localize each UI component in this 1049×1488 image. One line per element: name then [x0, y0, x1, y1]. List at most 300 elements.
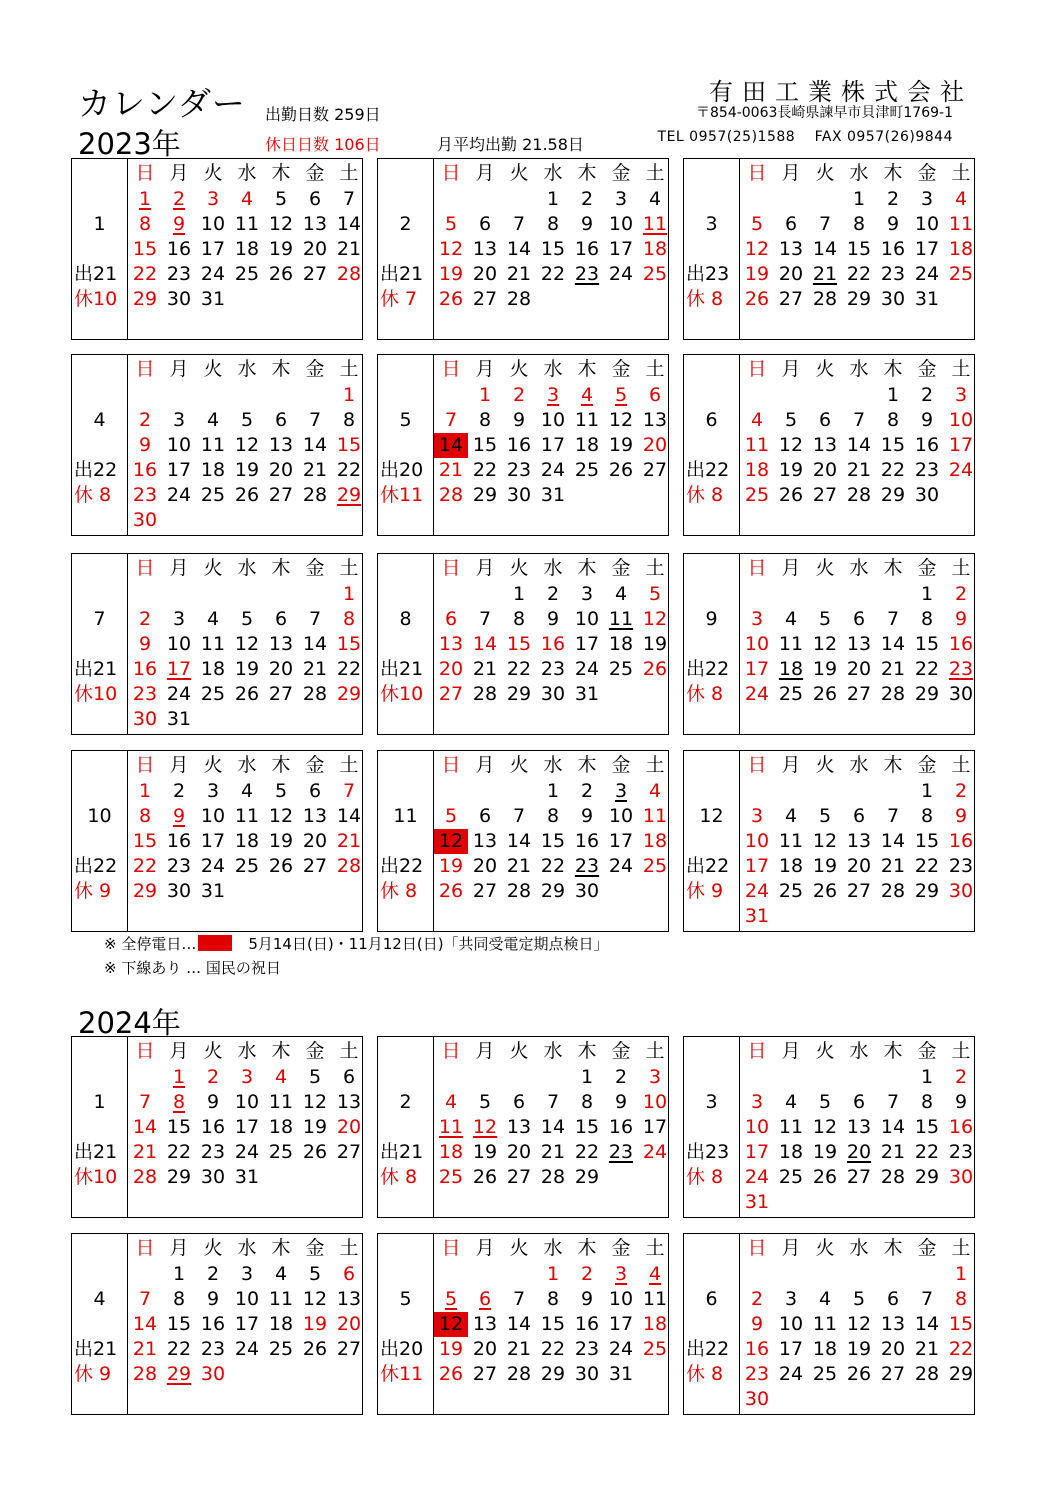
month-number: 3 [705, 1091, 718, 1113]
weekday-header: 木 [271, 162, 291, 184]
weekday-header: 金 [611, 557, 631, 579]
day-cell: 11 [642, 805, 668, 827]
weekday-header: 月 [169, 358, 189, 380]
weekday-header: 火 [509, 162, 529, 184]
day-cell: 7 [478, 608, 492, 630]
day-cell: 29 [914, 880, 940, 902]
day-cell: 1 [342, 384, 356, 406]
day-cell: 21 [132, 1338, 158, 1360]
day-cell: 30 [948, 880, 974, 902]
month-number: 3 [705, 213, 718, 235]
weekday-header: 木 [271, 557, 291, 579]
day-cell: 11 [642, 213, 668, 235]
day-cell: 31 [744, 905, 770, 927]
month-2023-6 [683, 354, 975, 536]
weekday-header: 火 [815, 1237, 835, 1259]
day-cell: 27 [302, 855, 328, 877]
weekday-header: 月 [475, 1040, 495, 1062]
month-2024-5 [377, 1233, 669, 1415]
day-cell: 25 [642, 855, 668, 877]
day-cell: 1 [852, 188, 866, 210]
month-2024-1 [71, 1036, 363, 1218]
day-cell: 3 [172, 608, 186, 630]
day-cell: 15 [914, 830, 940, 852]
weekday-header: 水 [237, 162, 257, 184]
weekday-header: 土 [645, 557, 665, 579]
day-cell: 12 [302, 1288, 328, 1310]
day-cell: 28 [880, 1166, 906, 1188]
weekday-header: 土 [339, 1237, 359, 1259]
day-cell: 21 [812, 263, 838, 285]
day-cell: 25 [608, 658, 634, 680]
day-cell: 23 [948, 658, 974, 680]
day-cell: 26 [472, 1166, 498, 1188]
day-cell: 17 [234, 1313, 260, 1335]
day-cell: 7 [308, 409, 322, 431]
day-cell: 22 [166, 1338, 192, 1360]
month-side-panel [684, 1037, 740, 1217]
weekday-header: 月 [781, 1040, 801, 1062]
day-cell: 10 [166, 434, 192, 456]
day-cell: 10 [200, 805, 226, 827]
day-cell: 26 [642, 658, 668, 680]
day-cell: 1 [172, 1066, 186, 1088]
day-cell: 15 [166, 1116, 192, 1138]
day-cell: 22 [336, 658, 362, 680]
day-cell: 19 [302, 1313, 328, 1335]
day-cell: 23 [914, 459, 940, 481]
day-cell: 18 [642, 238, 668, 260]
day-cell: 8 [172, 1288, 186, 1310]
day-cell: 4 [206, 409, 220, 431]
month-2023-8 [377, 553, 669, 735]
month-number: 6 [705, 409, 718, 431]
day-cell: 31 [166, 708, 192, 730]
day-cell: 25 [642, 1338, 668, 1360]
day-cell: 17 [540, 434, 566, 456]
day-cell: 19 [608, 434, 634, 456]
day-cell: 20 [268, 658, 294, 680]
month-2023-3 [683, 158, 975, 340]
day-cell: 5 [750, 213, 764, 235]
month-number: 7 [93, 608, 106, 630]
day-cell: 25 [268, 1141, 294, 1163]
work-days-summary: 出勤日数 259日 [265, 105, 381, 124]
day-cell: 11 [948, 213, 974, 235]
day-cell: 18 [948, 238, 974, 260]
work-day-count: 出21 [74, 658, 118, 680]
day-cell: 7 [138, 1288, 152, 1310]
weekday-header: 火 [203, 754, 223, 776]
day-cell: 30 [200, 1363, 226, 1385]
day-cell: 13 [472, 1313, 498, 1335]
day-cell: 7 [852, 409, 866, 431]
day-cell: 27 [336, 1141, 362, 1163]
day-cell: 20 [846, 658, 872, 680]
weekday-header: 日 [441, 162, 461, 184]
day-cell: 30 [166, 880, 192, 902]
day-cell: 19 [812, 1141, 838, 1163]
day-cell: 9 [172, 805, 186, 827]
day-cell: 17 [778, 1338, 804, 1360]
day-cell: 5 [444, 213, 458, 235]
day-cell: 7 [512, 805, 526, 827]
day-cell: 26 [812, 880, 838, 902]
day-cell: 16 [948, 830, 974, 852]
day-cell: 12 [744, 238, 770, 260]
day-cell: 26 [302, 1141, 328, 1163]
month-number: 12 [699, 805, 724, 827]
month-number: 5 [399, 409, 412, 431]
day-cell: 5 [818, 608, 832, 630]
day-cell: 23 [880, 263, 906, 285]
day-cell: 15 [914, 1116, 940, 1138]
day-cell: 14 [846, 434, 872, 456]
month-2023-4 [71, 354, 363, 536]
weekday-header: 水 [543, 162, 563, 184]
day-cell: 25 [778, 683, 804, 705]
day-cell: 28 [506, 288, 532, 310]
day-cell: 2 [172, 188, 186, 210]
day-cell: 20 [472, 855, 498, 877]
day-cell: 13 [472, 830, 498, 852]
day-cell: 10 [200, 213, 226, 235]
weekday-header: 金 [305, 1237, 325, 1259]
month-number: 4 [93, 409, 106, 431]
page-title: カレンダー [78, 84, 246, 123]
day-cell: 10 [234, 1288, 260, 1310]
day-cell: 17 [608, 830, 634, 852]
day-cell: 27 [268, 683, 294, 705]
day-cell: 6 [308, 780, 322, 802]
day-cell: 1 [138, 188, 152, 210]
day-cell: 20 [302, 830, 328, 852]
day-cell: 21 [506, 263, 532, 285]
day-cell: 22 [132, 855, 158, 877]
month-2023-2 [377, 158, 669, 340]
month-2023-7 [71, 553, 363, 735]
day-cell: 10 [948, 409, 974, 431]
day-cell: 19 [744, 263, 770, 285]
day-cell: 5 [274, 188, 288, 210]
day-cell: 20 [880, 1338, 906, 1360]
weekday-header: 水 [849, 754, 869, 776]
day-cell: 28 [438, 484, 464, 506]
holiday-count: 休10 [74, 683, 118, 705]
day-cell: 31 [608, 1363, 634, 1385]
day-cell: 30 [574, 880, 600, 902]
weekday-header: 金 [611, 754, 631, 776]
day-cell: 20 [336, 1116, 362, 1138]
day-cell: 6 [818, 409, 832, 431]
weekday-header: 木 [883, 754, 903, 776]
day-cell: 28 [302, 683, 328, 705]
day-cell: 13 [336, 1288, 362, 1310]
month-number: 6 [705, 1288, 718, 1310]
weekday-header: 日 [441, 1237, 461, 1259]
day-cell: 29 [846, 288, 872, 310]
day-cell: 29 [336, 484, 362, 506]
day-cell: 2 [954, 583, 968, 605]
day-cell: 10 [744, 830, 770, 852]
day-cell: 10 [540, 409, 566, 431]
day-cell: 24 [744, 1166, 770, 1188]
day-cell: 5 [240, 608, 254, 630]
work-day-count: 出21 [74, 263, 118, 285]
day-cell: 4 [274, 1263, 288, 1285]
day-cell: 24 [200, 263, 226, 285]
weekday-header: 火 [815, 1040, 835, 1062]
day-cell: 11 [778, 1116, 804, 1138]
month-side-panel [72, 355, 128, 535]
day-cell: 7 [138, 1091, 152, 1113]
day-cell: 8 [342, 608, 356, 630]
weekday-header: 金 [917, 1040, 937, 1062]
weekday-header: 金 [305, 162, 325, 184]
day-cell: 23 [540, 658, 566, 680]
day-cell: 28 [812, 288, 838, 310]
day-cell: 5 [478, 1091, 492, 1113]
day-cell: 11 [438, 1116, 464, 1138]
month-number: 1 [93, 1091, 106, 1113]
day-cell: 17 [200, 830, 226, 852]
day-cell: 16 [166, 830, 192, 852]
day-cell: 13 [642, 409, 668, 431]
weekday-header: 火 [203, 1237, 223, 1259]
day-cell: 7 [342, 188, 356, 210]
day-cell: 13 [438, 633, 464, 655]
weekday-header: 月 [781, 1237, 801, 1259]
weekday-header: 火 [509, 1040, 529, 1062]
day-cell: 8 [920, 805, 934, 827]
day-cell: 20 [268, 459, 294, 481]
holiday-count: 休 9 [686, 880, 724, 902]
day-cell: 9 [580, 213, 594, 235]
day-cell: 28 [506, 880, 532, 902]
day-cell: 30 [506, 484, 532, 506]
weekday-header: 金 [611, 358, 631, 380]
work-day-count: 出22 [74, 855, 118, 877]
day-cell: 22 [540, 1338, 566, 1360]
year-heading-2024: 2024年 [78, 1006, 181, 1040]
day-cell: 21 [132, 1141, 158, 1163]
day-cell: 13 [336, 1091, 362, 1113]
day-cell: 5 [308, 1066, 322, 1088]
day-cell: 31 [744, 1191, 770, 1213]
weekday-header: 水 [237, 1040, 257, 1062]
day-cell: 26 [608, 459, 634, 481]
holiday-count: 休 8 [686, 683, 724, 705]
day-cell: 20 [438, 658, 464, 680]
day-cell: 30 [880, 288, 906, 310]
day-cell: 12 [608, 409, 634, 431]
day-cell: 22 [914, 855, 940, 877]
day-cell: 24 [914, 263, 940, 285]
day-cell: 14 [336, 213, 362, 235]
day-cell: 18 [268, 1116, 294, 1138]
day-cell: 2 [138, 608, 152, 630]
day-cell: 14 [506, 830, 532, 852]
day-cell: 25 [200, 683, 226, 705]
day-cell: 14 [302, 633, 328, 655]
day-cell: 5 [648, 583, 662, 605]
day-cell: 29 [914, 683, 940, 705]
weekday-header: 日 [135, 358, 155, 380]
month-number: 9 [705, 608, 718, 630]
day-cell: 30 [914, 484, 940, 506]
day-cell: 12 [268, 213, 294, 235]
weekday-header: 金 [917, 1237, 937, 1259]
day-cell: 30 [540, 683, 566, 705]
weekday-header: 日 [135, 162, 155, 184]
day-cell: 10 [744, 633, 770, 655]
day-cell: 29 [166, 1166, 192, 1188]
day-cell: 14 [132, 1313, 158, 1335]
weekday-header: 木 [577, 162, 597, 184]
day-cell: 27 [642, 459, 668, 481]
day-cell: 16 [914, 434, 940, 456]
holiday-count: 休10 [74, 1166, 118, 1188]
weekday-header: 金 [917, 162, 937, 184]
day-cell: 5 [444, 1288, 458, 1310]
day-cell: 14 [506, 238, 532, 260]
day-cell: 9 [954, 805, 968, 827]
day-cell: 26 [234, 683, 260, 705]
day-cell: 7 [886, 805, 900, 827]
day-cell: 2 [546, 583, 560, 605]
day-cell: 25 [574, 459, 600, 481]
day-cell: 10 [914, 213, 940, 235]
day-cell: 5 [240, 409, 254, 431]
weekday-header: 木 [577, 1237, 597, 1259]
day-cell: 4 [954, 188, 968, 210]
day-cell: 13 [846, 1116, 872, 1138]
day-cell: 2 [954, 780, 968, 802]
month-2023-11 [377, 750, 669, 932]
day-cell: 9 [546, 608, 560, 630]
monthly-average-summary: 月平均出勤 21.58日 [437, 135, 584, 154]
day-cell: 19 [268, 238, 294, 260]
month-side-panel [72, 554, 128, 734]
day-cell: 20 [642, 434, 668, 456]
day-cell: 4 [648, 188, 662, 210]
day-cell: 11 [200, 434, 226, 456]
day-cell: 8 [172, 1091, 186, 1113]
day-cell: 14 [880, 830, 906, 852]
weekday-header: 火 [815, 162, 835, 184]
day-cell: 1 [920, 583, 934, 605]
day-cell: 17 [914, 238, 940, 260]
day-cell: 3 [648, 1066, 662, 1088]
weekday-header: 月 [169, 162, 189, 184]
day-cell: 3 [206, 780, 220, 802]
day-cell: 31 [540, 484, 566, 506]
day-cell: 27 [268, 484, 294, 506]
weekday-header: 日 [441, 754, 461, 776]
day-cell: 5 [444, 805, 458, 827]
day-cell: 18 [642, 1313, 668, 1335]
day-cell: 28 [540, 1166, 566, 1188]
day-cell: 23 [200, 1141, 226, 1163]
day-cell: 3 [750, 805, 764, 827]
day-cell: 20 [302, 238, 328, 260]
weekday-header: 木 [271, 1237, 291, 1259]
day-cell: 9 [138, 633, 152, 655]
day-cell: 16 [540, 633, 566, 655]
company-phone-fax: TEL 0957(25)1588 FAX 0957(26)9844 [657, 129, 953, 145]
day-cell: 25 [778, 1166, 804, 1188]
day-cell: 21 [302, 459, 328, 481]
day-cell: 6 [342, 1263, 356, 1285]
day-cell: 16 [132, 459, 158, 481]
weekday-header: 水 [849, 162, 869, 184]
day-cell: 19 [234, 459, 260, 481]
day-cell: 27 [438, 683, 464, 705]
day-cell: 24 [608, 263, 634, 285]
day-cell: 28 [336, 263, 362, 285]
day-cell: 24 [200, 855, 226, 877]
holiday-count: 休 8 [686, 288, 724, 310]
day-cell: 1 [546, 1263, 560, 1285]
work-day-count: 出23 [686, 1141, 730, 1163]
weekday-header: 土 [339, 557, 359, 579]
weekday-header: 水 [237, 1237, 257, 1259]
day-cell: 12 [846, 1313, 872, 1335]
day-cell: 19 [642, 633, 668, 655]
day-cell: 21 [846, 459, 872, 481]
day-cell: 9 [580, 805, 594, 827]
day-cell: 7 [818, 213, 832, 235]
day-cell: 13 [506, 1116, 532, 1138]
day-cell: 8 [512, 608, 526, 630]
weekday-header: 日 [441, 557, 461, 579]
year-heading-2023: 2023年 [78, 127, 181, 161]
day-cell: 18 [608, 633, 634, 655]
day-cell: 24 [642, 1141, 668, 1163]
day-cell: 30 [574, 1363, 600, 1385]
day-cell: 17 [574, 633, 600, 655]
day-cell: 3 [614, 1263, 628, 1285]
day-cell: 11 [234, 213, 260, 235]
day-cell: 24 [166, 683, 192, 705]
day-cell: 20 [472, 263, 498, 285]
day-cell: 2 [750, 1288, 764, 1310]
shutdown-day-cell: 14 [434, 433, 468, 458]
day-cell: 21 [880, 658, 906, 680]
day-cell: 30 [132, 509, 158, 531]
month-2024-3 [683, 1036, 975, 1218]
day-cell: 14 [336, 805, 362, 827]
day-cell: 26 [846, 1363, 872, 1385]
weekday-header: 日 [441, 1040, 461, 1062]
holiday-count: 休11 [380, 1363, 424, 1385]
day-cell: 1 [172, 1263, 186, 1285]
day-cell: 11 [200, 633, 226, 655]
day-cell: 24 [948, 459, 974, 481]
day-cell: 11 [268, 1288, 294, 1310]
holiday-underline-note: ※ 下線あり … 国民の祝日 [104, 959, 281, 977]
day-cell: 10 [608, 1288, 634, 1310]
day-cell: 16 [574, 830, 600, 852]
weekday-header: 水 [849, 1237, 869, 1259]
month-side-panel [72, 159, 128, 339]
weekday-header: 土 [645, 358, 665, 380]
day-cell: 3 [750, 608, 764, 630]
day-cell: 20 [336, 1313, 362, 1335]
day-cell: 2 [138, 409, 152, 431]
day-cell: 13 [778, 238, 804, 260]
day-cell: 18 [200, 658, 226, 680]
